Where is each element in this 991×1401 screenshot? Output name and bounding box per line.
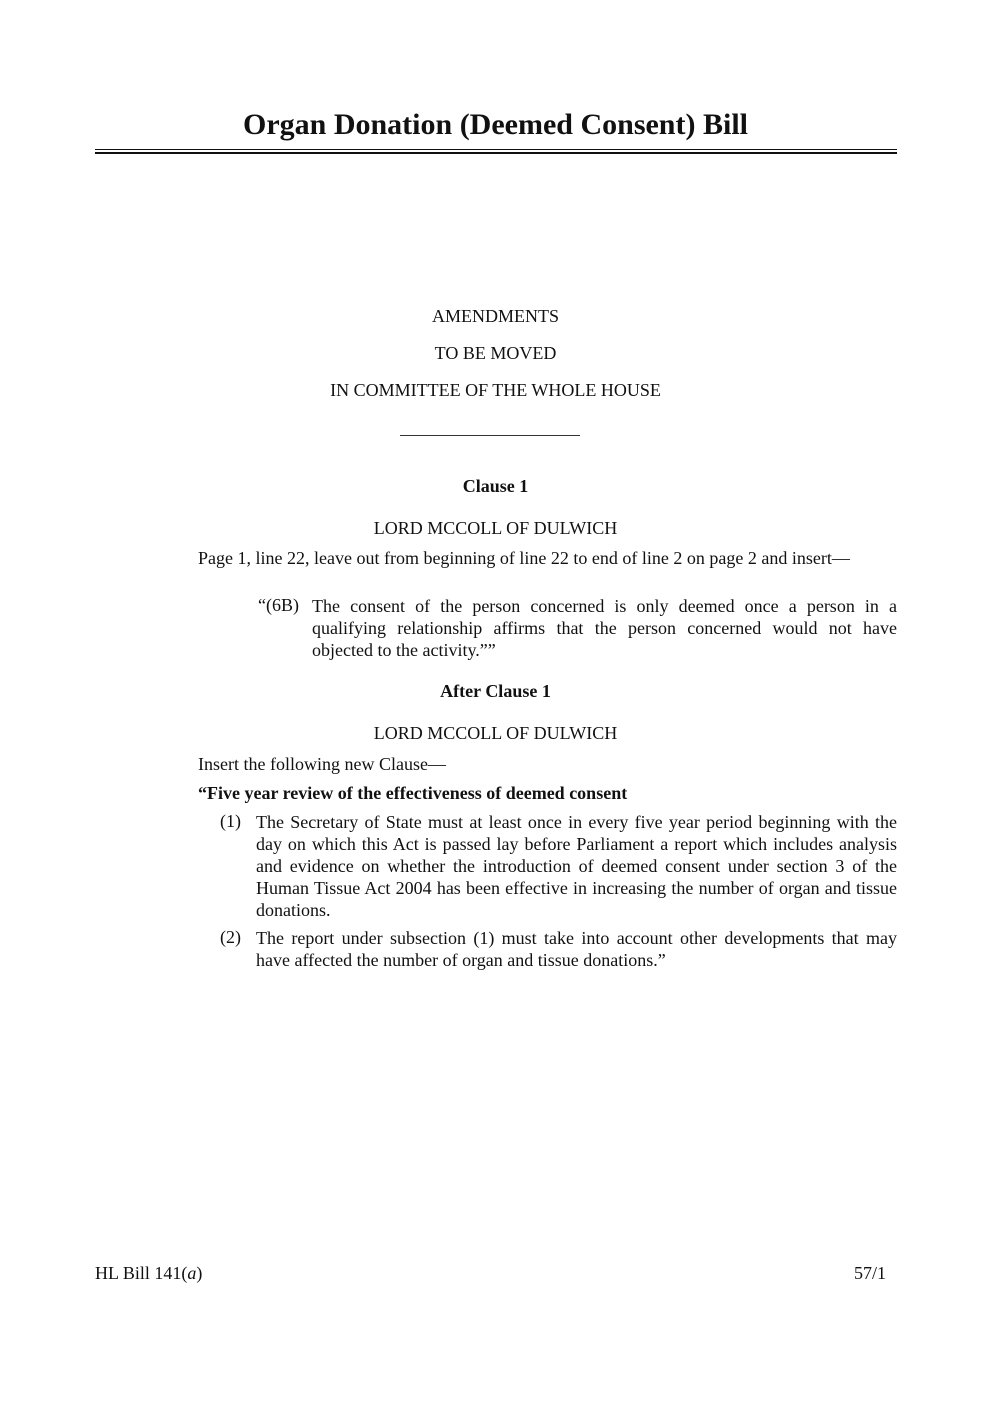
section-heading-after-clause-1: After Clause 1 (440, 681, 551, 701)
title-rule (95, 149, 897, 150)
bill-number-close: ) (196, 1263, 203, 1283)
mover-name: LORD MCCOLL OF DULWICH (373, 518, 618, 538)
subsection-text: The report under subsection (1) must take into account other developments that may have affected the number of organ and tissue donations.” (256, 928, 897, 970)
new-clause-title: “Five year review of the effectiveness of deemed consent (198, 783, 628, 803)
heading-committee: IN COMMITTEE OF THE WHOLE HOUSE (330, 380, 661, 400)
new-clause-subsection-1 (220, 811, 897, 921)
amendment-instruction: Page 1, line 22, leave out from beginning of line 22 to end of line 2 on page 2 and insert— (198, 548, 850, 568)
title-rule-thick (95, 152, 897, 154)
amendment-instruction: Insert the following new Clause— (198, 754, 446, 774)
subsection-number: “(6B) (258, 595, 299, 615)
bill-number-prefix: HL Bill 141( (95, 1263, 188, 1283)
heading-amendments: AMENDMENTS (431, 306, 559, 326)
separator-rule (400, 435, 580, 436)
section-heading-clause-1: Clause 1 (462, 476, 529, 496)
subsection-number: (2) (220, 927, 241, 947)
bill-title: Organ Donation (Deemed Consent) Bill (243, 108, 748, 141)
bill-number-suffix-letter: a (187, 1263, 197, 1283)
heading-to-be-moved: TO BE MOVED (434, 343, 557, 363)
subsection-text: The consent of the person concerned is only deemed once a person in a qualifying relationship affirms that the person concerned would not have objected to the activity.”” (312, 596, 897, 660)
subsection-number: (1) (220, 811, 241, 831)
bill-number (95, 1263, 202, 1284)
new-clause-subsection-2 (220, 927, 897, 971)
inserted-subsection (258, 595, 897, 661)
subsection-text: The Secretary of State must at least once in every five year period beginning with the day on which this Act is passed lay before Parliament a report which includes analysis and evidence on whether the introduction of deemed consent under section 3 of the Human Tissue Act 2004 has been effective in increasing the number of organ and tissue donations. (256, 812, 897, 920)
page-reference: 57/1 (853, 1263, 886, 1283)
mover-name: LORD MCCOLL OF DULWICH (373, 723, 618, 743)
